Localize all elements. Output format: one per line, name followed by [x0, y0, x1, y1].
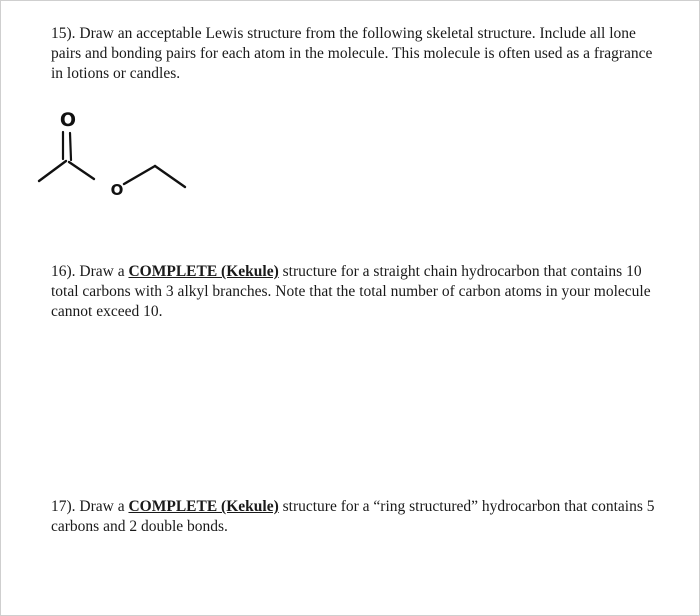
question-17 — [51, 497, 666, 537]
skeletal-structure-ethyl-acetate — [28, 104, 198, 204]
oxygen-to-ethyl-bond — [124, 166, 155, 184]
question-16-pre: Draw a — [79, 263, 125, 280]
carbonyl-double-bond-line-2 — [70, 133, 71, 160]
question-16-emphasis: COMPLETE (Kekule) — [128, 263, 279, 280]
question-16-text: structure for a straight chain hydrocarbon that contains 10 total carbons with 3 alkyl branches. Note that the total number of carbon atoms in your molecule cannot exceed 10. — [51, 263, 651, 320]
question-17-pre: Draw a — [79, 498, 125, 515]
question-15-number: 15). — [51, 25, 76, 42]
ethyl-terminal-bond — [155, 166, 185, 187]
question-17-text: structure for a “ring structured” hydrocarbon that contains 5 carbons and 2 double bonds. — [51, 498, 655, 535]
methyl-bond — [39, 161, 66, 181]
carbonyl-oxygen-label: O — [59, 109, 77, 131]
carbonyl-to-oxygen-bond — [69, 162, 94, 179]
question-15 — [51, 24, 666, 84]
question-17-emphasis: COMPLETE (Kekule) — [128, 498, 279, 515]
question-16-number: 16). — [51, 263, 76, 280]
question-17-number: 17). — [51, 498, 76, 515]
ester-oxygen-label: O — [110, 181, 124, 199]
question-16 — [51, 262, 666, 322]
question-15-text: Draw an acceptable Lewis structure from the following skeletal structure. Include all lone pairs and bonding pairs for each atom in the molecule. This molecule is often used as a fragrance in lotions or candles. — [51, 25, 653, 82]
